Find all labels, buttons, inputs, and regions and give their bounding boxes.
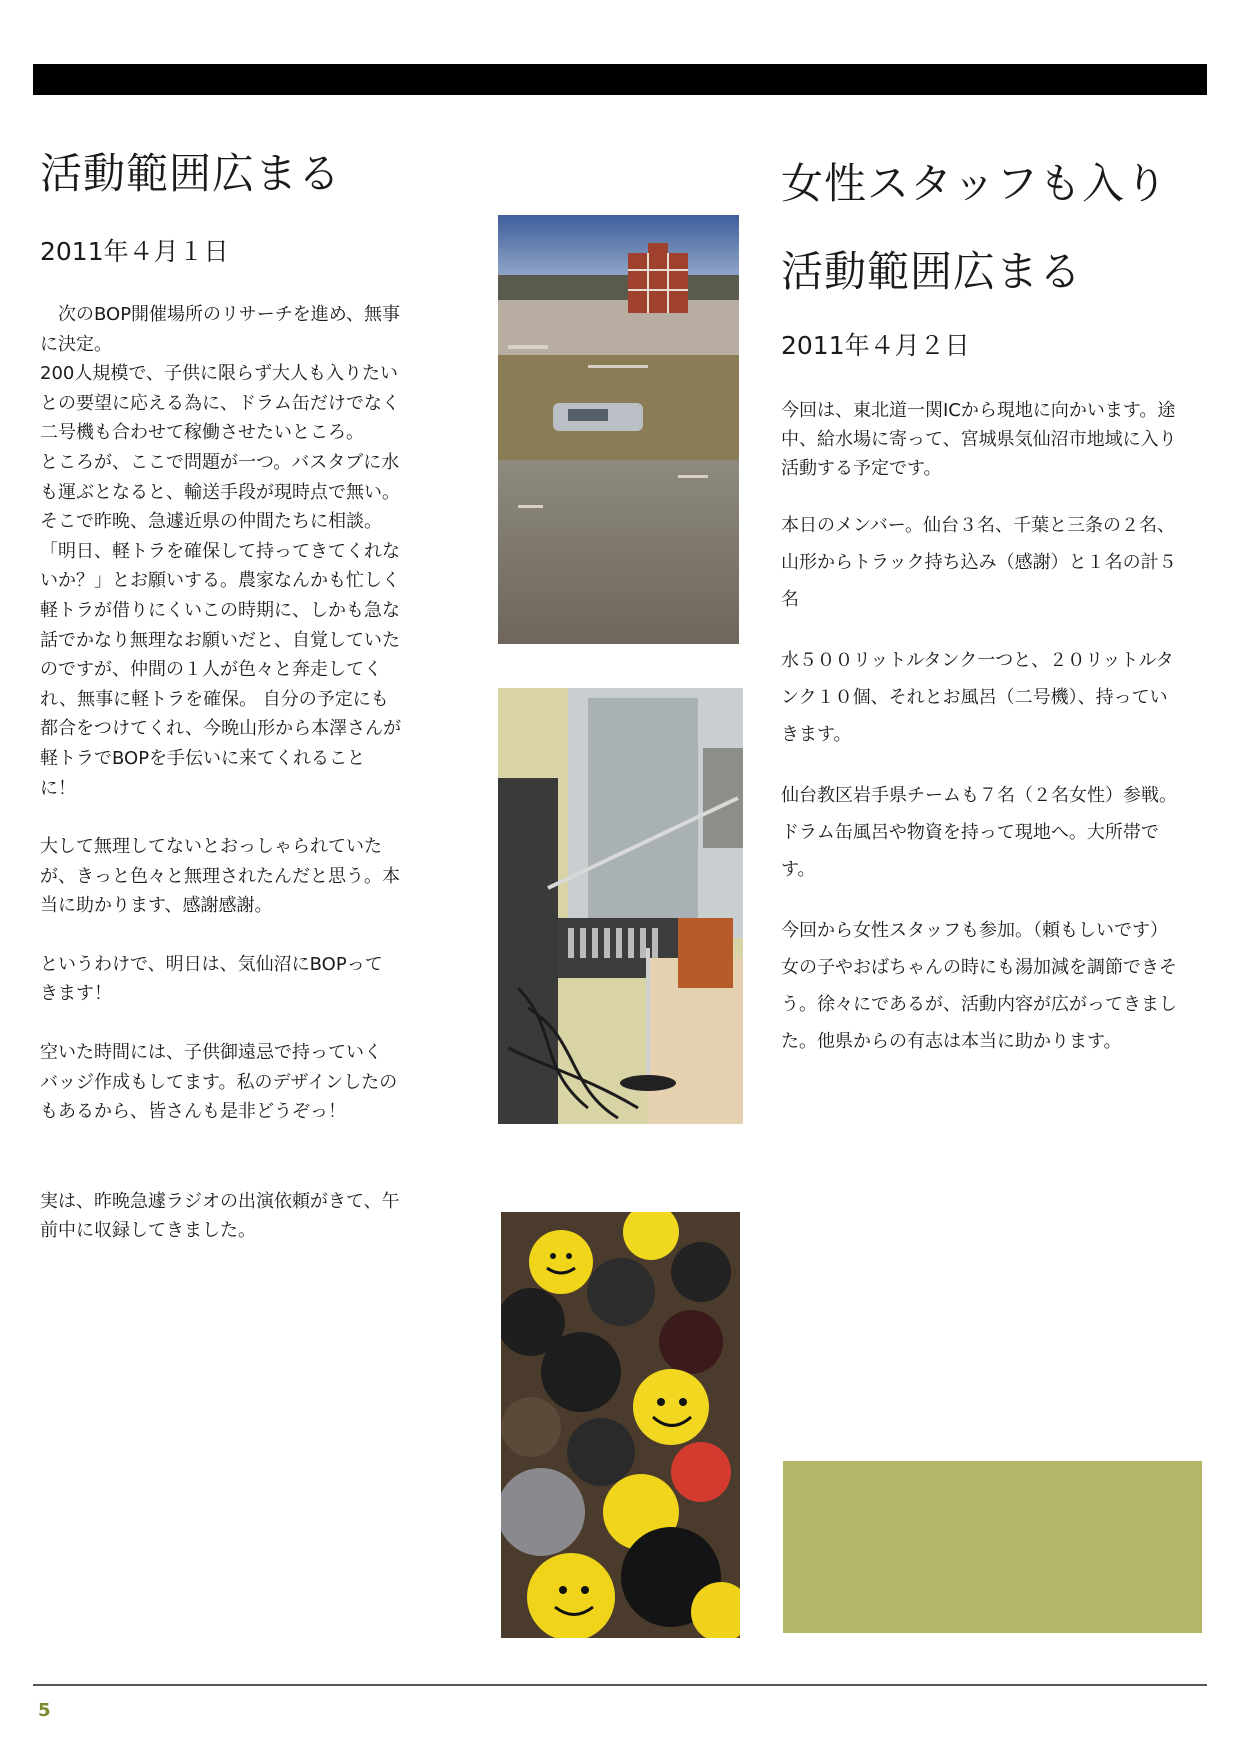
decorative-color-block (783, 1461, 1202, 1633)
left-article (40, 140, 430, 1275)
right-article-title-line2: 活動範囲広まる (781, 247, 1083, 296)
right-article (781, 140, 1201, 1084)
left-article-title: 活動範囲広まる (40, 149, 342, 198)
paragraph: 実は、昨晩急遽ラジオの出演依頼がきて、午 前中に収録してきました。 (40, 1190, 400, 1242)
header-bar (33, 64, 1207, 95)
paragraph: 今回は、東北道一関ICから現地に向かいます。途 中、給水場に寄って、宮城県気仙沼市地域に入り 活動する予定です。 (781, 400, 1177, 479)
paragraph: 本日のメンバー。仙台３名、千葉と三条の２名、 山形からトラック持ち込み（感謝）と１名の計５ 名 (781, 515, 1177, 610)
tsunami-debris-photo (498, 215, 739, 644)
badges-image (501, 1212, 740, 1638)
page-number: 5 (38, 1700, 51, 1721)
left-article-date: 2011年４月１日 (40, 237, 229, 266)
right-article-title-line1: 女性スタッフも入り (781, 159, 1169, 208)
paragraph: 水５００リットルタンク一つと、２０リットルタ ンク１０個、それとお風呂（二号機）、持ってい きます。 (781, 650, 1174, 745)
radio-studio-photo (498, 688, 743, 1124)
paragraph: 空いた時間には、子供御遠忌で持っていく バッジ作成もしてます。私のデザインしたの もあるから、皆さんも是非どうぞっ！ (40, 1042, 398, 1123)
paragraph: というわけで、明日は、気仙沼にBOPって きます！ (40, 953, 383, 1005)
tsunami-debris-image (498, 215, 739, 644)
right-article-date: 2011年４月２日 (781, 331, 970, 360)
radio-studio-image (498, 688, 743, 1124)
left-article-body (40, 300, 430, 1246)
paragraph: 今回から女性スタッフも参加。（頼もしいです） 女の子やおばちゃんの時にも湯加減を調節できそ う。徐々にであるが、活動内容が広がってきまし た。他県からの有志は本当に助かります。 (781, 920, 1177, 1052)
right-article-body (781, 396, 1201, 1060)
footer-divider (33, 1684, 1207, 1686)
badges-photo (501, 1212, 740, 1638)
paragraph: 仙台教区岩手県チームも７名（２名女性）参戦。 ドラム缶風呂や物資を持って現地へ。大所帯で す。 (781, 785, 1177, 880)
paragraph: 次のBOP開催場所のリサーチを進め、無事 に決定。 200人規模で、子供に限らず大人も入りたい との要望に応える為に、ドラム缶だけでなく 二号機も合わせて稼働させたいところ。 ところが、ここで問題が一つ。バスタブに水 も運ぶとなると、輸送手段が現時点で無い。 そこで昨晩、急遽近県の仲間たちに相談。 「明日、軽トラを確保して持ってきてくれな いか？」とお願いする。農家なんかも忙しく 軽トラが借りにくいこの時期に、しかも急な 話でかなり無理なお願いだと、自覚していた のですが、仲間の１人が色々と奔走してく れ、無事に軽トラを確保。 自分の予定にも 都合をつけてくれ、今晩山形から本澤さんが 軽トラでBOPを手伝いに来てくれること に！ (40, 304, 402, 799)
paragraph: 大して無理してないとおっしゃられていた が、きっと色々と無理されたんだと思う。本 当に助かります、感謝感謝。 (40, 836, 400, 917)
